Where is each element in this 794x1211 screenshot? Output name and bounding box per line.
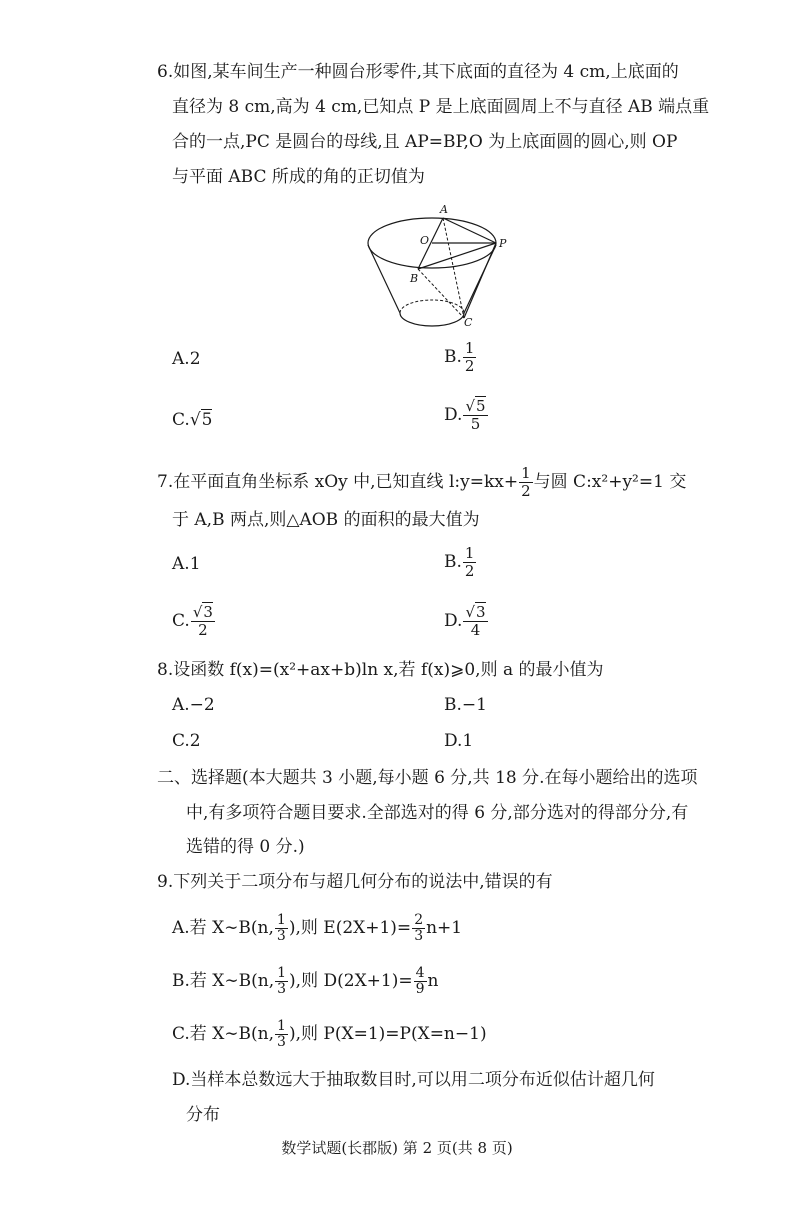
q6-b-num: 1 (464, 339, 475, 357)
q6-d-den: 5 (470, 415, 481, 433)
q7-b-den: 2 (464, 562, 475, 580)
q6-a-prefix: A. (172, 349, 190, 369)
q9-c-p-num: 1 (277, 1018, 286, 1034)
q6-line-1: 6.如图,某车间生产一种圆台形零件,其下底面的直径为 4 cm,上底面的 (157, 62, 679, 82)
q7-option-d (444, 604, 489, 639)
q8-option-b: B.−1 (444, 695, 487, 715)
q6-b-prefix: B. (444, 347, 462, 367)
q9-a-mid: ),则 E(2X+1)= (288, 918, 412, 938)
q9-c-pre: C.若 X∼B(n, (172, 1024, 275, 1044)
q7-a-value: 1 (189, 554, 201, 574)
q8-option-d: D.1 (444, 731, 474, 751)
q6-d-prefix: D. (444, 405, 463, 425)
q7-d-num: 3 (476, 603, 486, 621)
q9-a-pre: A.若 X∼B(n, (172, 918, 274, 938)
q7-option-b (444, 545, 477, 580)
q6-d-fraction: $\frac{√5}{5}$ (465, 397, 486, 433)
q9-c-p-fraction (275, 1019, 288, 1050)
q7-line-1-post: 与圆 C:x²+y²=1 交 (533, 472, 687, 492)
q8-option-c: C.2 (172, 731, 201, 751)
q9-option-d-line-1: D.当样本总数远大于抽取数目时,可以用二项分布近似估计超几何 (172, 1070, 655, 1090)
frustum-figure (360, 200, 520, 340)
q6-d-num: 5 (476, 397, 486, 415)
q7-line-1 (157, 465, 686, 500)
q6-line-3: 合的一点,PC 是圆台的母线,且 AP=BP,O 为上底面圆的圆心,则 OP (172, 132, 678, 152)
q7-c-num: 3 (203, 603, 213, 621)
q8-line-1: 8.设函数 f(x)=(x²+ax+b)ln x,若 f(x)⩾0,则 a 的最小值为 (157, 660, 604, 680)
q7-d-prefix: D. (444, 611, 463, 631)
q6-option-d (444, 398, 489, 433)
q9-option-c (172, 1019, 487, 1050)
label-b: B (410, 272, 419, 285)
q9-b-mid: ),则 D(2X+1)= (289, 971, 413, 991)
q7-frac-num: 1 (521, 464, 531, 482)
q6-option-b (444, 340, 477, 375)
q7-line-1-pre: 7.在平面直角坐标系 xOy 中,已知直线 l:y=kx+ (157, 472, 519, 492)
bottom-ellipse-back (400, 300, 464, 313)
q9-line-1: 9.下列关于二项分布与超几何分布的说法中,错误的有 (157, 872, 553, 892)
label-c: C (464, 316, 473, 329)
section2-line-2: 中,有多项符合题目要求.全部选对的得 6 分,部分选对的得部分分,有 (186, 803, 689, 823)
q6-line-2: 直径为 8 cm,高为 4 cm,已知点 P 是上底面圆周上不与直径 AB 端点重 (172, 97, 710, 117)
q9-option-b (172, 966, 438, 997)
q9-a-den: 3 (414, 928, 424, 944)
page-footer: 数学试题(长郡版) 第 2 页(共 8 页) (281, 1139, 513, 1157)
q9-a-p-fraction (275, 913, 288, 944)
q9-b-post: n (427, 971, 439, 991)
q7-c-den: 2 (198, 621, 208, 639)
q9-a-p-den: 3 (276, 928, 286, 944)
label-p: P (499, 237, 507, 250)
q9-a-p-num: 1 (276, 912, 286, 928)
q9-b-p-fraction (275, 966, 288, 997)
q9-b-fraction (414, 966, 427, 997)
q6-line-4: 与平面 ABC 所成的角的正切值为 (172, 167, 425, 187)
q9-option-a (172, 913, 462, 944)
q6-a-value: 2 (189, 349, 201, 369)
q6-b-den: 2 (464, 357, 475, 375)
q7-d-fraction: $\frac{√3}{4}$ (465, 603, 486, 639)
q9-a-post: n+1 (426, 918, 463, 938)
q7-b-prefix: B. (444, 552, 462, 572)
q7-frac-den: 2 (521, 482, 531, 500)
segment-bc (418, 269, 464, 318)
section2-line-3: 选错的得 0 分.) (186, 837, 305, 857)
q6-b-fraction (463, 340, 477, 375)
q9-b-den: 9 (415, 981, 425, 997)
q6-option-a (172, 347, 201, 371)
label-a: A (440, 203, 448, 216)
q7-d-den: 4 (470, 621, 481, 639)
q9-a-num: 2 (414, 912, 424, 928)
q7-option-c (172, 604, 216, 639)
q7-a-prefix: A. (172, 554, 190, 574)
q6-c-radicand: 5 (201, 410, 213, 430)
left-slant (368, 245, 400, 313)
q7-line-2: 于 A,B 两点,则△AOB 的面积的最大值为 (172, 510, 480, 530)
q7-option-a (172, 552, 201, 576)
q7-b-num: 1 (464, 544, 475, 562)
q9-b-pre: B.若 X∼B(n, (172, 971, 275, 991)
q7-b-fraction (463, 545, 477, 580)
bottom-ellipse-front (400, 313, 464, 326)
q6-option-c: C.√5 (172, 410, 213, 430)
q9-c-mid: ),则 P(X=1)=P(X=n−1) (288, 1024, 487, 1044)
q7-c-fraction: $\frac{√3}{2}$ (192, 603, 213, 639)
q9-a-fraction (412, 913, 425, 944)
q8-option-a: A.−2 (172, 695, 215, 715)
q9-b-p-num: 1 (277, 965, 287, 981)
q7-fraction (519, 465, 533, 500)
segment-pc (464, 243, 496, 318)
section2-line-1: 二、选择题(本大题共 3 小题,每小题 6 分,共 18 分.在每小题给出的选项 (157, 768, 698, 788)
segment-bp (418, 243, 496, 269)
q9-c-p-den: 3 (277, 1034, 286, 1050)
q7-c-prefix: C. (172, 611, 190, 631)
q6-c-prefix: C. (172, 410, 190, 430)
q9-b-p-den: 3 (277, 981, 287, 997)
label-o: O (420, 234, 430, 247)
q9-option-d-line-2: 分布 (186, 1105, 220, 1125)
q9-b-num: 4 (415, 965, 425, 981)
